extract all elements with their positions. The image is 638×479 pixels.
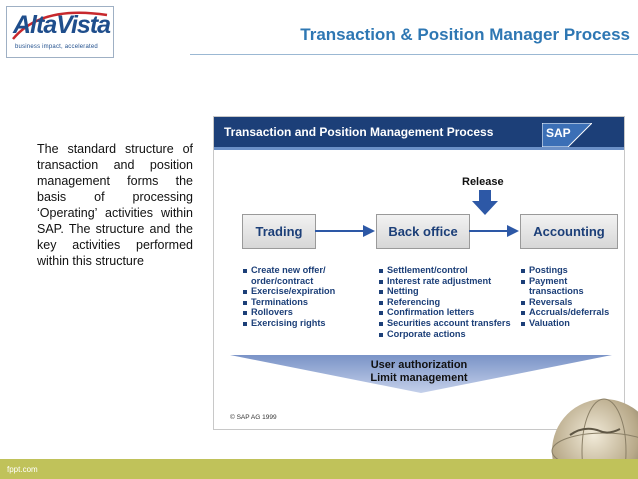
accounting-item-list — [520, 265, 620, 329]
list-item: Securities account transfers — [378, 318, 520, 329]
list-item: Settlement/control — [378, 265, 520, 276]
trading-item-list — [242, 265, 362, 329]
release-label: Release — [462, 176, 504, 188]
list-item: Netting — [378, 286, 520, 297]
sap-label: SAP — [546, 126, 571, 140]
footer-credit: fppt.com — [7, 465, 38, 474]
slide-title: Transaction & Position Manager Process — [300, 25, 630, 44]
arrow-trading-to-backoffice-icon — [315, 224, 375, 238]
altavista-logo — [6, 6, 114, 58]
figure-header-line — [214, 147, 624, 150]
list-item: Accruals/deferrals — [520, 307, 620, 318]
sap-logo — [542, 123, 588, 145]
list-item: Create new offer/ order/contract — [242, 265, 351, 286]
authorization-banner-text — [354, 359, 484, 385]
figure-title: Transaction and Position Management Process — [224, 125, 494, 139]
banner-line-user-authorization: User authorization — [370, 359, 468, 371]
list-item: Valuation — [520, 318, 620, 329]
list-item: Exercise/expiration — [242, 286, 362, 297]
list-item: Payment transactions — [520, 276, 599, 297]
stage-box-accounting: Accounting — [520, 214, 618, 249]
slide-body-text: The standard structure of transaction and position management forms the basis of processing ‘Operating’ activities within SAP. The structure and the key activities performed within this structure — [37, 142, 193, 268]
process-figure — [213, 116, 625, 430]
list-item: Corporate actions — [378, 329, 520, 340]
list-item: Rollovers — [242, 307, 362, 318]
list-item: Terminations — [242, 297, 362, 308]
footer-bar — [0, 459, 638, 479]
logo-wordmark: AltaVista — [13, 11, 111, 39]
banner-line-limit-management: Limit management — [370, 372, 468, 384]
figure-copyright: © SAP AG 1999 — [230, 414, 277, 421]
back-office-item-list — [378, 265, 520, 339]
release-down-arrow-icon — [472, 190, 498, 216]
logo-tagline: business impact, accelerated — [15, 44, 98, 50]
stage-box-trading: Trading — [242, 214, 316, 249]
list-item: Referencing — [378, 297, 520, 308]
list-item: Reversals — [520, 297, 620, 308]
list-item: Interest rate adjustment — [378, 276, 520, 287]
stage-box-back-office: Back office — [376, 214, 470, 249]
title-divider — [190, 54, 638, 55]
globe-decoration-icon — [540, 395, 638, 459]
list-item: Confirmation letters — [378, 307, 520, 318]
arrow-backoffice-to-accounting-icon — [469, 224, 519, 238]
list-item: Exercising rights — [242, 318, 362, 329]
list-item: Postings — [520, 265, 620, 276]
figure-header — [214, 117, 624, 149]
